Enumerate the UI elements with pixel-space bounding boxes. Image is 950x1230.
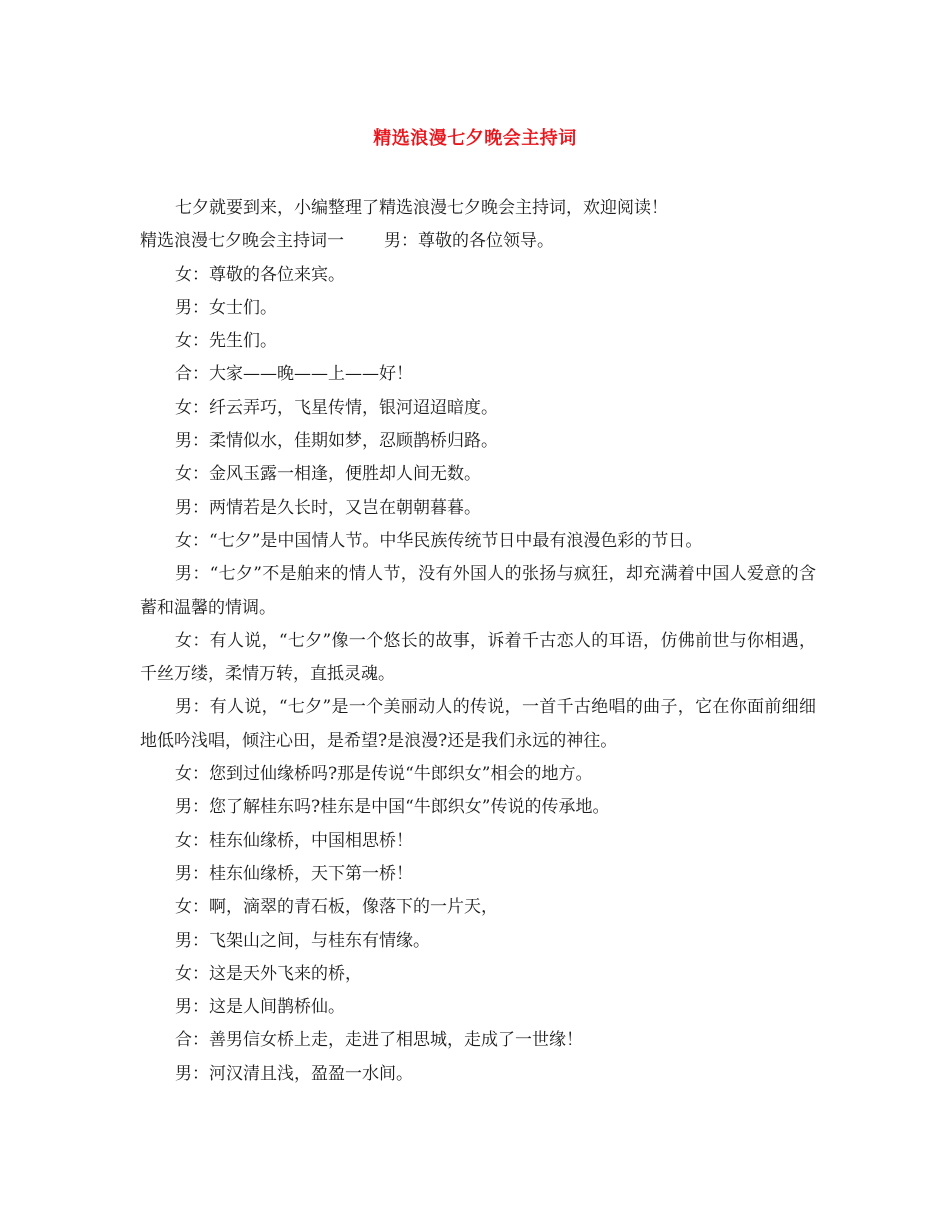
dialogue-line: 男：河汉清且浅，盈盈一水间。: [175, 1063, 413, 1084]
dialogue-line: 男：“七夕”不是舶来的情人节，没有外国人的张扬与疯狂，却充满着中国人爱意的含蓄和温馨的情调。: [140, 564, 816, 618]
section-heading-line: [140, 225, 816, 258]
dialogue-line: 女：先生们。: [175, 331, 277, 352]
document-body: [140, 192, 816, 1091]
dialogue-line: 男：女士们。: [175, 297, 277, 318]
dialogue-line: 男：尊敬的各位领导。: [384, 231, 554, 252]
dialogue-line: 女：纤云弄巧，飞星传情，银河迢迢暗度。: [175, 397, 498, 418]
dialogue-line: 女：桂东仙缘桥，中国相思桥！: [175, 830, 413, 851]
dialogue-line: 男：您了解桂东吗?桂东是中国“牛郎织女”传说的传承地。: [175, 797, 610, 818]
dialogue-line: 男：两情若是久长时，又岂在朝朝暮暮。: [175, 497, 481, 518]
dialogue-line: 女：这是天外飞来的桥，: [175, 963, 362, 984]
dialogue-line: 女：尊敬的各位来宾。: [175, 264, 345, 285]
dialogue-line: 女：有人说，“七夕”像一个悠长的故事，诉着千古恋人的耳语，仿佛前世与你相遇，千丝万缕，柔情万转，直抵灵魂。: [140, 630, 816, 685]
dialogue-line: 男：飞架山之间，与桂东有情缘。: [175, 930, 430, 951]
dialogue-line: 女：金风玉露一相逢，便胜却人间无数。: [175, 464, 481, 485]
dialogue-line: 合：善男信女桥上走，走进了相思城，走成了一世缘！: [175, 1030, 583, 1051]
dialogue-line: 男：柔情似水，佳期如梦，忍顾鹊桥归路。: [175, 431, 498, 452]
dialogue-line: 男：这是人间鹊桥仙。: [175, 997, 345, 1018]
dialogue-line: 男：有人说，“七夕”是一个美丽动人的传说，一首千古绝唱的曲子，它在你面前细细地低吟浅唱，倾注心田，是希望?是浪漫?还是我们永远的神往。: [140, 697, 816, 751]
section-heading: 精选浪漫七夕晚会主持词一: [140, 231, 344, 252]
dialogue-line: 男：桂东仙缘桥，天下第一桥！: [175, 863, 413, 884]
document-title: 精选浪漫七夕晚会主持词: [373, 128, 577, 149]
intro-paragraph: 七夕就要到来，小编整理了精选浪漫七夕晚会主持词，欢迎阅读！: [175, 198, 668, 218]
dialogue-line: 女：“七夕”是中国情人节。中华民族传统节日中最有浪漫色彩的节日。: [175, 530, 703, 551]
dialogue-line: 女：您到过仙缘桥吗?那是传说“牛郎织女”相会的地方。: [175, 764, 593, 785]
dialogue-line: 合：大家——晚——上——好！: [175, 364, 413, 385]
dialogue-line: 女：啊，滴翠的青石板，像落下的一片天，: [175, 897, 498, 918]
